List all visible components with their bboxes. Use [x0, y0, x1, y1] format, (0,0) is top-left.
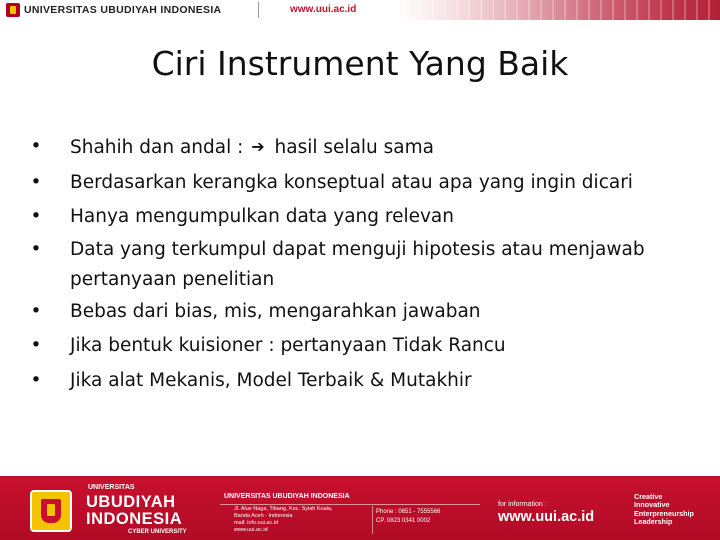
- footer-vertical-divider: [372, 506, 373, 534]
- bullet-dot-icon: •: [30, 136, 42, 157]
- footer-logo-small-text: UNIVERSITAS: [88, 484, 135, 491]
- bullet-dot-icon: •: [30, 206, 42, 227]
- bullet-item: • Data yang terkumpul dapat menguji hipotesis atau menjawab pertanyaan penelitian: [30, 235, 702, 295]
- footer-info-label: for information :: [498, 501, 547, 508]
- bullet-dot-icon: •: [30, 335, 42, 356]
- footer-address: Jl. Alue Naga, Tibang, Kec. Syiah Kuala, Banda Aceh - Indonesia mail: info.uui.ac.id www.uui.ac.id: [234, 506, 333, 533]
- arrow-right-icon: ➔: [251, 137, 265, 156]
- bullet-dot-icon: •: [30, 369, 42, 391]
- bullet-item: • Jika alat Mekanis, Model Terbaik & Mutakhir: [30, 364, 702, 399]
- header-decorative-stripe: [398, 0, 720, 20]
- footer-divider: [220, 504, 480, 505]
- bullet-dot-icon: •: [30, 238, 42, 260]
- footer-phone: Phone : 0651 - 7555566 CP. 0823 0341 0002: [376, 509, 441, 524]
- bullet-item: • Jika bentuk kuisioner : pertanyaan Tidak Rancu: [30, 329, 702, 364]
- top-header: [0, 0, 720, 22]
- university-crest-icon: [30, 490, 72, 532]
- bullet-dot-icon: •: [30, 171, 42, 193]
- slide-title: Ciri Instrument Yang Baik: [151, 44, 569, 83]
- footer-banner: [0, 476, 720, 540]
- bullet-item: • Bebas dari bias, mis, mengarahkan jawaban: [30, 295, 702, 330]
- footer-logo-tagline: CYBER UNIVERSITY: [128, 529, 187, 535]
- bullet-list: [30, 130, 702, 398]
- footer-values-list: Creative Innovative Enterpreneurship Leadership: [634, 492, 694, 526]
- header-url-link[interactable]: www.uui.ac.id: [290, 4, 357, 15]
- bullet-item: • Berdasarkan kerangka konseptual atau apa yang ingin dicari: [30, 166, 702, 201]
- bullet-item: • Shahih dan andal : ➔ hasil selalu sama: [30, 130, 702, 166]
- bullet-item: • Hanya mengumpulkan data yang relevan: [30, 200, 702, 235]
- bullet-dot-icon: •: [30, 300, 42, 322]
- header-university-name: UNIVERSITAS UBUDIYAH INDONESIA: [24, 4, 222, 16]
- footer-logo-line2: INDONESIA: [86, 510, 183, 528]
- footer-university-name: UNIVERSITAS UBUDIYAH INDONESIA: [224, 493, 350, 500]
- university-logo-icon: [6, 3, 20, 17]
- header-divider: [258, 2, 259, 18]
- footer-info-url-link[interactable]: www.uui.ac.id: [498, 509, 595, 525]
- footer-logo-line1: UBUDIYAH: [86, 493, 176, 511]
